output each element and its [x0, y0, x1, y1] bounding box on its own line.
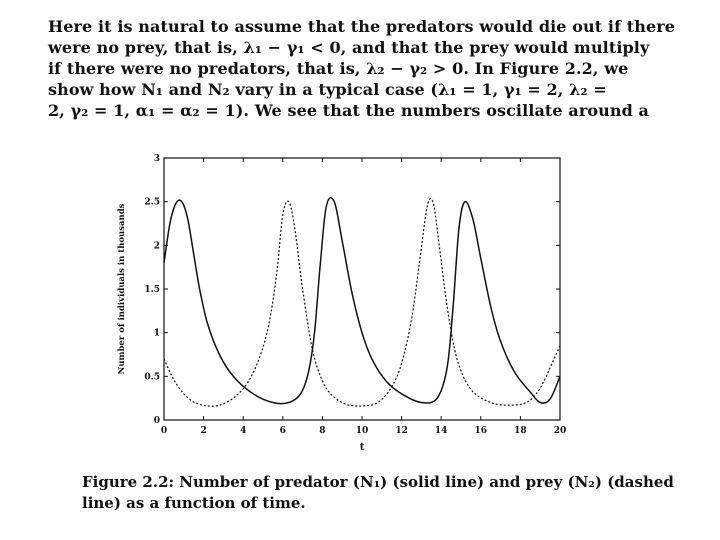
x-tick-label: 16	[474, 426, 488, 436]
y-tick-label: 1	[153, 328, 160, 339]
prey-series-line	[164, 199, 560, 407]
plot-area	[117, 154, 566, 450]
figure-caption	[82, 472, 674, 514]
y-tick-label: 3	[153, 154, 160, 164]
paragraph-line: 2, γ₂ = 1, α₁ = α₂ = 1). We see that the numbers oscillate around a	[48, 101, 650, 120]
y-tick-label: 0	[153, 416, 160, 426]
y-tick-label: 2.5	[144, 197, 160, 208]
x-tick-label: 0	[160, 426, 168, 436]
x-tick-label: 2	[200, 426, 207, 436]
body-paragraph	[48, 16, 676, 121]
paragraph-line: Here it is natural to assume that the predators would die out if there	[48, 17, 676, 36]
y-tick-label: 0.5	[144, 372, 160, 383]
paragraph-line: show how N₁ and N₂ vary in a typical case (λ₁ = 1, γ₁ = 2, λ₂ =	[48, 80, 607, 99]
paragraph-line: were no prey, that is, λ₁ − γ₁ < 0, and that the prey would multiply	[48, 38, 650, 57]
x-tick-label: 18	[514, 426, 527, 436]
plot-frame	[164, 158, 560, 420]
x-tick-label: 20	[553, 426, 567, 436]
caption-line: line) as a function of time.	[82, 494, 306, 512]
x-axis-title: t	[359, 442, 365, 450]
x-tick-label: 4	[240, 426, 247, 436]
caption-line: Figure 2.2: Number of predator (N₁) (solid line) and prey (N₂) (dashed	[82, 473, 674, 491]
paragraph-line: if there were no predators, that is, λ₂ − γ₂ > 0. In Figure 2.2, we	[48, 59, 629, 78]
x-tick-label: 12	[395, 426, 408, 436]
x-tick-label: 10	[355, 426, 369, 436]
figure-2-2-chart	[110, 150, 580, 450]
x-tick-label: 8	[319, 426, 326, 436]
predator-series-line	[164, 198, 560, 404]
x-tick-label: 14	[434, 426, 448, 436]
x-tick-label: 6	[279, 426, 286, 436]
y-tick-label: 2	[153, 241, 160, 252]
y-axis-title: Number of individuals in thousands	[117, 203, 127, 375]
y-tick-label: 1.5	[144, 285, 160, 295]
